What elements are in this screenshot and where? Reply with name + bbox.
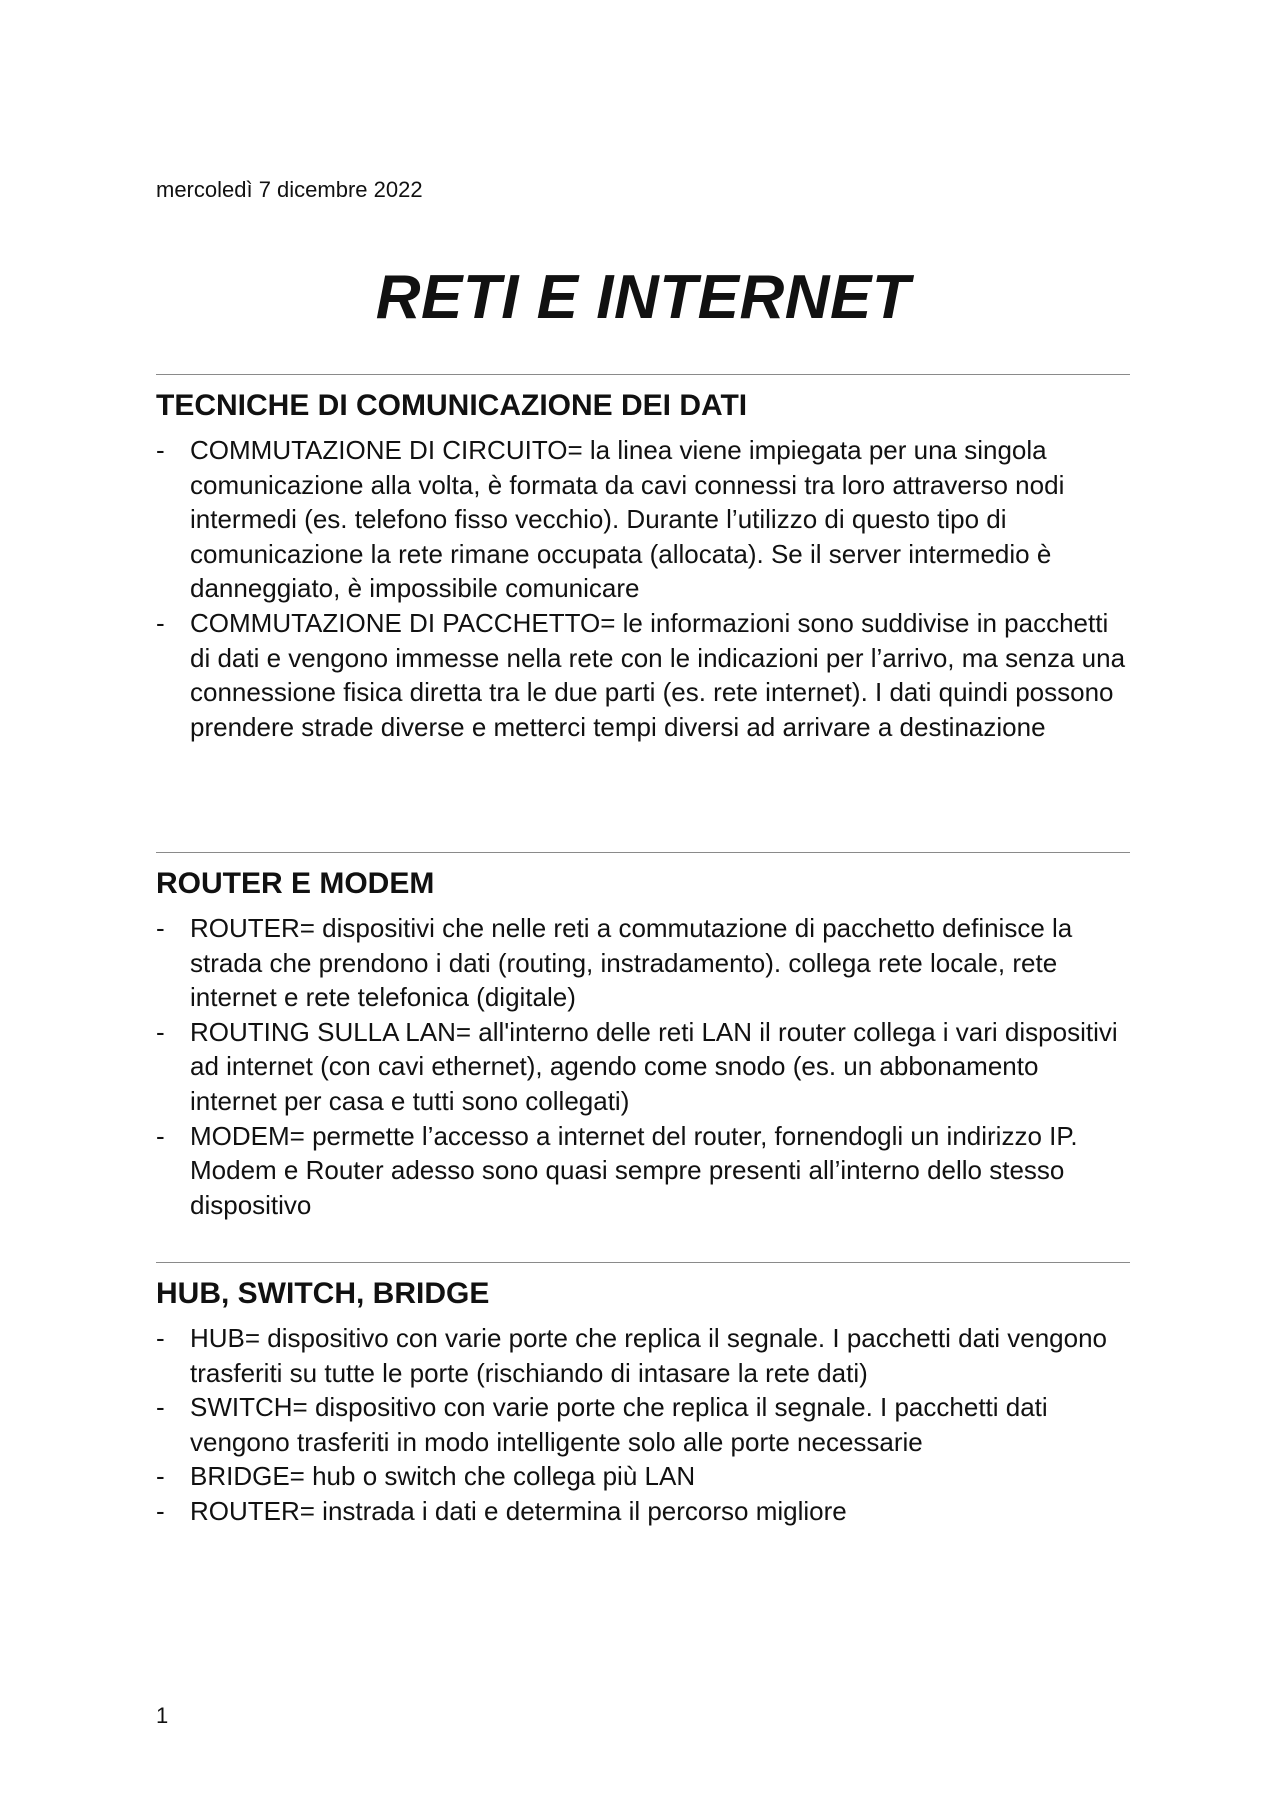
bullet-list [156,911,1130,1222]
bullet-list [156,433,1130,744]
list-item-text: ROUTER= dispositivi che nelle reti a commutazione di pacchetto definisce la strada che prendono i dati (routing, instradamento). collega rete locale, rete internet e rete telefonica (digitale) [190,913,1073,1013]
section-heading: TECNICHE DI COMUNICAZIONE DEI DATI [156,389,748,422]
list-item [156,1494,1130,1529]
list-item-text: SWITCH= dispositivo con varie porte che replica il segnale. I pacchetti dati vengono trasferiti in modo intelligente solo alle porte necessarie [190,1392,1048,1457]
list-item [156,433,1130,606]
page-number: 1 [156,1703,169,1728]
dash-bullet-icon: - [156,1120,165,1151]
list-item [156,1390,1130,1459]
dash-bullet-icon: - [156,913,165,943]
dash-bullet-icon: - [156,1392,165,1423]
page-title: RETI E INTERNET [375,263,911,332]
dash-bullet-icon: - [156,435,165,465]
document-date: mercoledì 7 dicembre 2022 [156,177,423,202]
section-heading: HUB, SWITCH, BRIDGE [156,1277,490,1310]
dash-bullet-icon: - [156,1495,165,1526]
dash-bullet-icon: - [156,1461,165,1492]
dash-bullet-icon: - [156,1016,165,1047]
list-item [156,1459,1130,1494]
list-item-text: HUB= dispositivo con varie porte che replica il segnale. I pacchetti dati vengono trasferiti su tutte le porte (rischiando di intasare la rete dati) [190,1323,1108,1388]
list-item-text: MODEM= permette l’accesso a internet del router, fornendogli un indirizzo IP. Modem e Router adesso sono quasi sempre presenti all’interno dello stesso dispositivo [190,1120,1078,1220]
section-data-communication [156,374,1130,744]
dash-bullet-icon: - [156,1323,165,1353]
section-router-modem [156,852,1130,1222]
list-item-text: ROUTING SULLA LAN= all'interno delle reti LAN il router collega i vari dispositivi ad internet (con cavi ethernet), agendo come snodo (es. un abbonamento internet per casa e tutti sono collegati) [190,1016,1118,1116]
list-item-text: BRIDGE= hub o switch che collega più LAN [190,1461,696,1492]
list-item [156,606,1130,744]
dash-bullet-icon: - [156,607,165,638]
list-item [156,911,1130,1015]
list-item-text: COMMUTAZIONE DI PACCHETTO= le informazioni sono suddivise in pacchetti di dati e vengono immesse nella rete con le indicazioni per l’arrivo, ma senza una connessione fisica diretta tra le due parti (es. rete internet). I dati quindi possono prendere strade diverse e metterci tempi diversi ad arrivare a destinazione [190,607,1126,742]
list-item-text: ROUTER= instrada i dati e determina il percorso migliore [190,1495,847,1526]
list-item-text: COMMUTAZIONE DI CIRCUITO= la linea viene impiegata per una singola comunicazione alla volta, è formata da cavi connessi tra loro attraverso nodi intermedi (es. telefono fisso vecchio). Durante l’utilizzo di questo tipo di comunicazione la rete rimane occupata (allocata). Se il server intermedio è danneggiato, è impossibile comunicare [190,435,1065,604]
list-item [156,1321,1130,1390]
list-item [156,1119,1130,1223]
list-item [156,1015,1130,1119]
bullet-list [156,1321,1130,1529]
section-heading: ROUTER E MODEM [156,867,435,900]
section-hub-switch-bridge [156,1262,1130,1529]
